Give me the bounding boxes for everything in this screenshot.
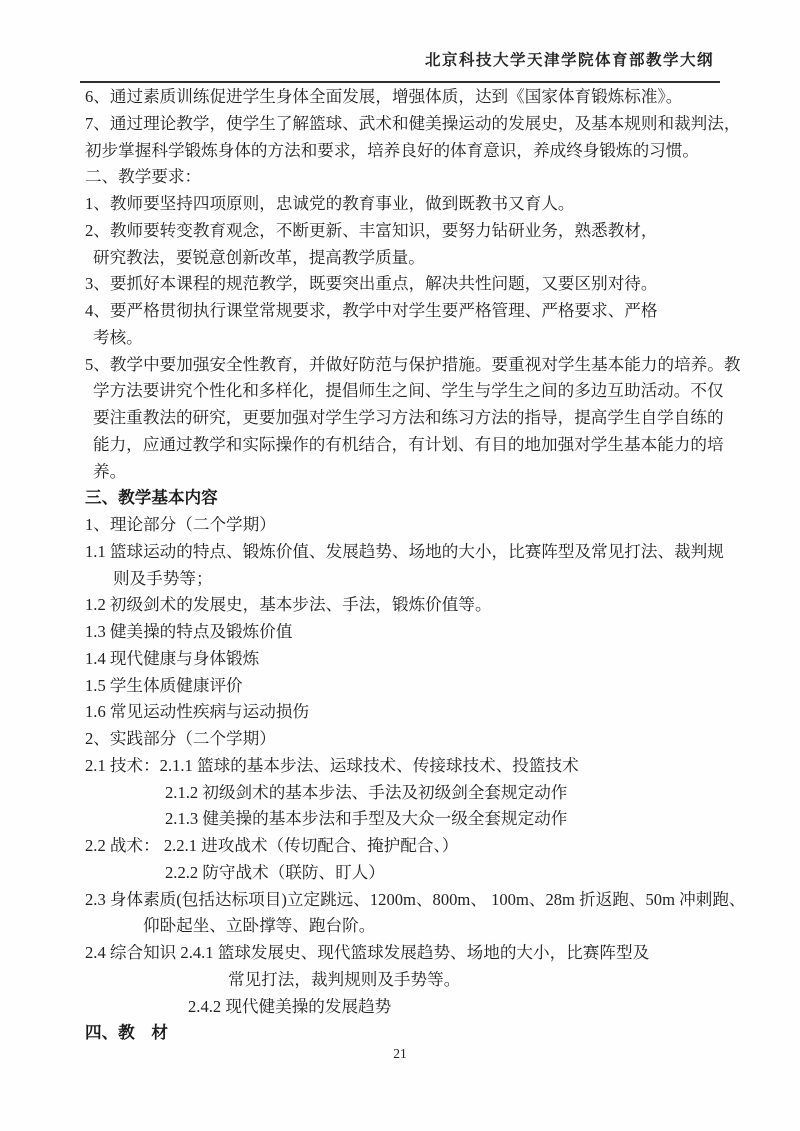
doc-line: 2.3 身体素质(包括达标项目)立定跳远、1200m、800m、 100m、28m 折返跑、50m 冲刺跑、 — [85, 889, 746, 909]
doc-line: 仰卧起坐、立卧撑等、跑台阶。 — [143, 916, 376, 936]
doc-line: 3、要抓好本课程的规范教学，既要突出重点，解决共性问题，又要区别对待。 — [85, 274, 658, 294]
doc-line: 2、教师要转变教育观念，不断更新、丰富知识，要努力钻研业务，熟悉教材， — [85, 220, 658, 240]
doc-line: 考核。 — [93, 327, 143, 347]
document-body — [85, 84, 745, 1047]
doc-line: 能力，应通过教学和实际操作的有机结合，有计划、有目的地加强对学生基本能力的培 — [93, 434, 724, 454]
section-heading-textbook: 四、教 材 — [85, 1023, 168, 1043]
doc-line: 2.2 战术： 2.2.1 进攻战术（传切配合、掩护配合、） — [85, 836, 459, 855]
doc-line: 2.4.2 现代健美操的发展趋势 — [188, 996, 392, 1016]
section-heading-teaching-requirements: 二、教学要求： — [85, 167, 202, 187]
doc-line: 5、教学中要加强安全性教育，并做好防范与保护措施。要重视对学生基本能力的培养。教 — [85, 354, 741, 374]
doc-line: 常见打法，裁判规则及手势等。 — [228, 969, 461, 989]
doc-line: 1.2 初级剑术的发展史，基本步法、手法，锻炼价值等。 — [85, 595, 492, 615]
doc-line: 7、通过理论教学，使学生了解篮球、武术和健美操运动的发展史，及基本规则和裁判法， — [85, 113, 741, 133]
doc-line: 2.1.3 健美操的基本步法和手型及大众一级全套规定动作 — [165, 809, 568, 829]
doc-line: 1.6 常见运动性疾病与运动损伤 — [85, 702, 310, 722]
doc-line: 学方法要讲究个性化和多样化，提倡师生之间、学生与学生之间的多边互助活动。不仅 — [93, 381, 724, 401]
page-number: 21 — [393, 1046, 407, 1061]
doc-line: 2.4 综合知识 2.4.1 篮球发展史、现代篮球发展趋势、场地的大小，比赛阵型及 — [85, 943, 650, 962]
section-heading-basic-content: 三、教学基本内容 — [85, 488, 218, 508]
doc-line: 2.1 技术：2.1.1 篮球的基本步法、运球技术、传接球技术、投篮技术 — [85, 755, 579, 775]
doc-line: 2、实践部分（二个学期） — [85, 729, 276, 748]
doc-line: 初步掌握科学锻炼身体的方法和要求，培养良好的体育意识，养成终身锻炼的习惯。 — [85, 140, 699, 160]
doc-line: 要注重教法的研究，更要加强对学生学习方法和练习方法的指导，提高学生自学自练的 — [93, 408, 724, 427]
doc-line: 4、要严格贯彻执行课堂常规要求，教学中对学生要严格管理、严格要求、严格 — [85, 301, 658, 320]
header-title: 北京科技大学天津学院体育部教学大纲 — [424, 52, 714, 69]
doc-line: 1.1 篮球运动的特点、锻炼价值、发展趋势、场地的大小，比赛阵型及常见打法、裁判规 — [85, 541, 724, 561]
doc-line: 养。 — [93, 461, 127, 481]
doc-line: 1、理论部分（二个学期） — [85, 515, 276, 534]
header-rule — [80, 81, 720, 83]
doc-line: 1、教师要坚持四项原则，忠诚党的教育事业，做到既教书又育人。 — [85, 194, 575, 213]
doc-line: 2.2.2 防守战术（联防、盯人） — [165, 862, 385, 882]
doc-line: 1.4 现代健康与身体锻炼 — [85, 648, 260, 668]
doc-line: 6、通过素质训练促进学生身体全面发展，增强体质，达到《国家体育锻炼标准》。 — [85, 87, 683, 106]
page-header — [85, 51, 714, 71]
doc-line: 则及手势等； — [113, 568, 213, 588]
doc-line: 1.3 健美操的特点及锻炼价值 — [85, 622, 293, 641]
doc-line: 1.5 学生体质健康评价 — [85, 675, 243, 695]
doc-line: 2.1.2 初级剑术的基本步法、手法及初级剑全套规定动作 — [165, 782, 568, 802]
doc-line: 研究教法，要锐意创新改革，提高教学质量。 — [93, 247, 425, 267]
